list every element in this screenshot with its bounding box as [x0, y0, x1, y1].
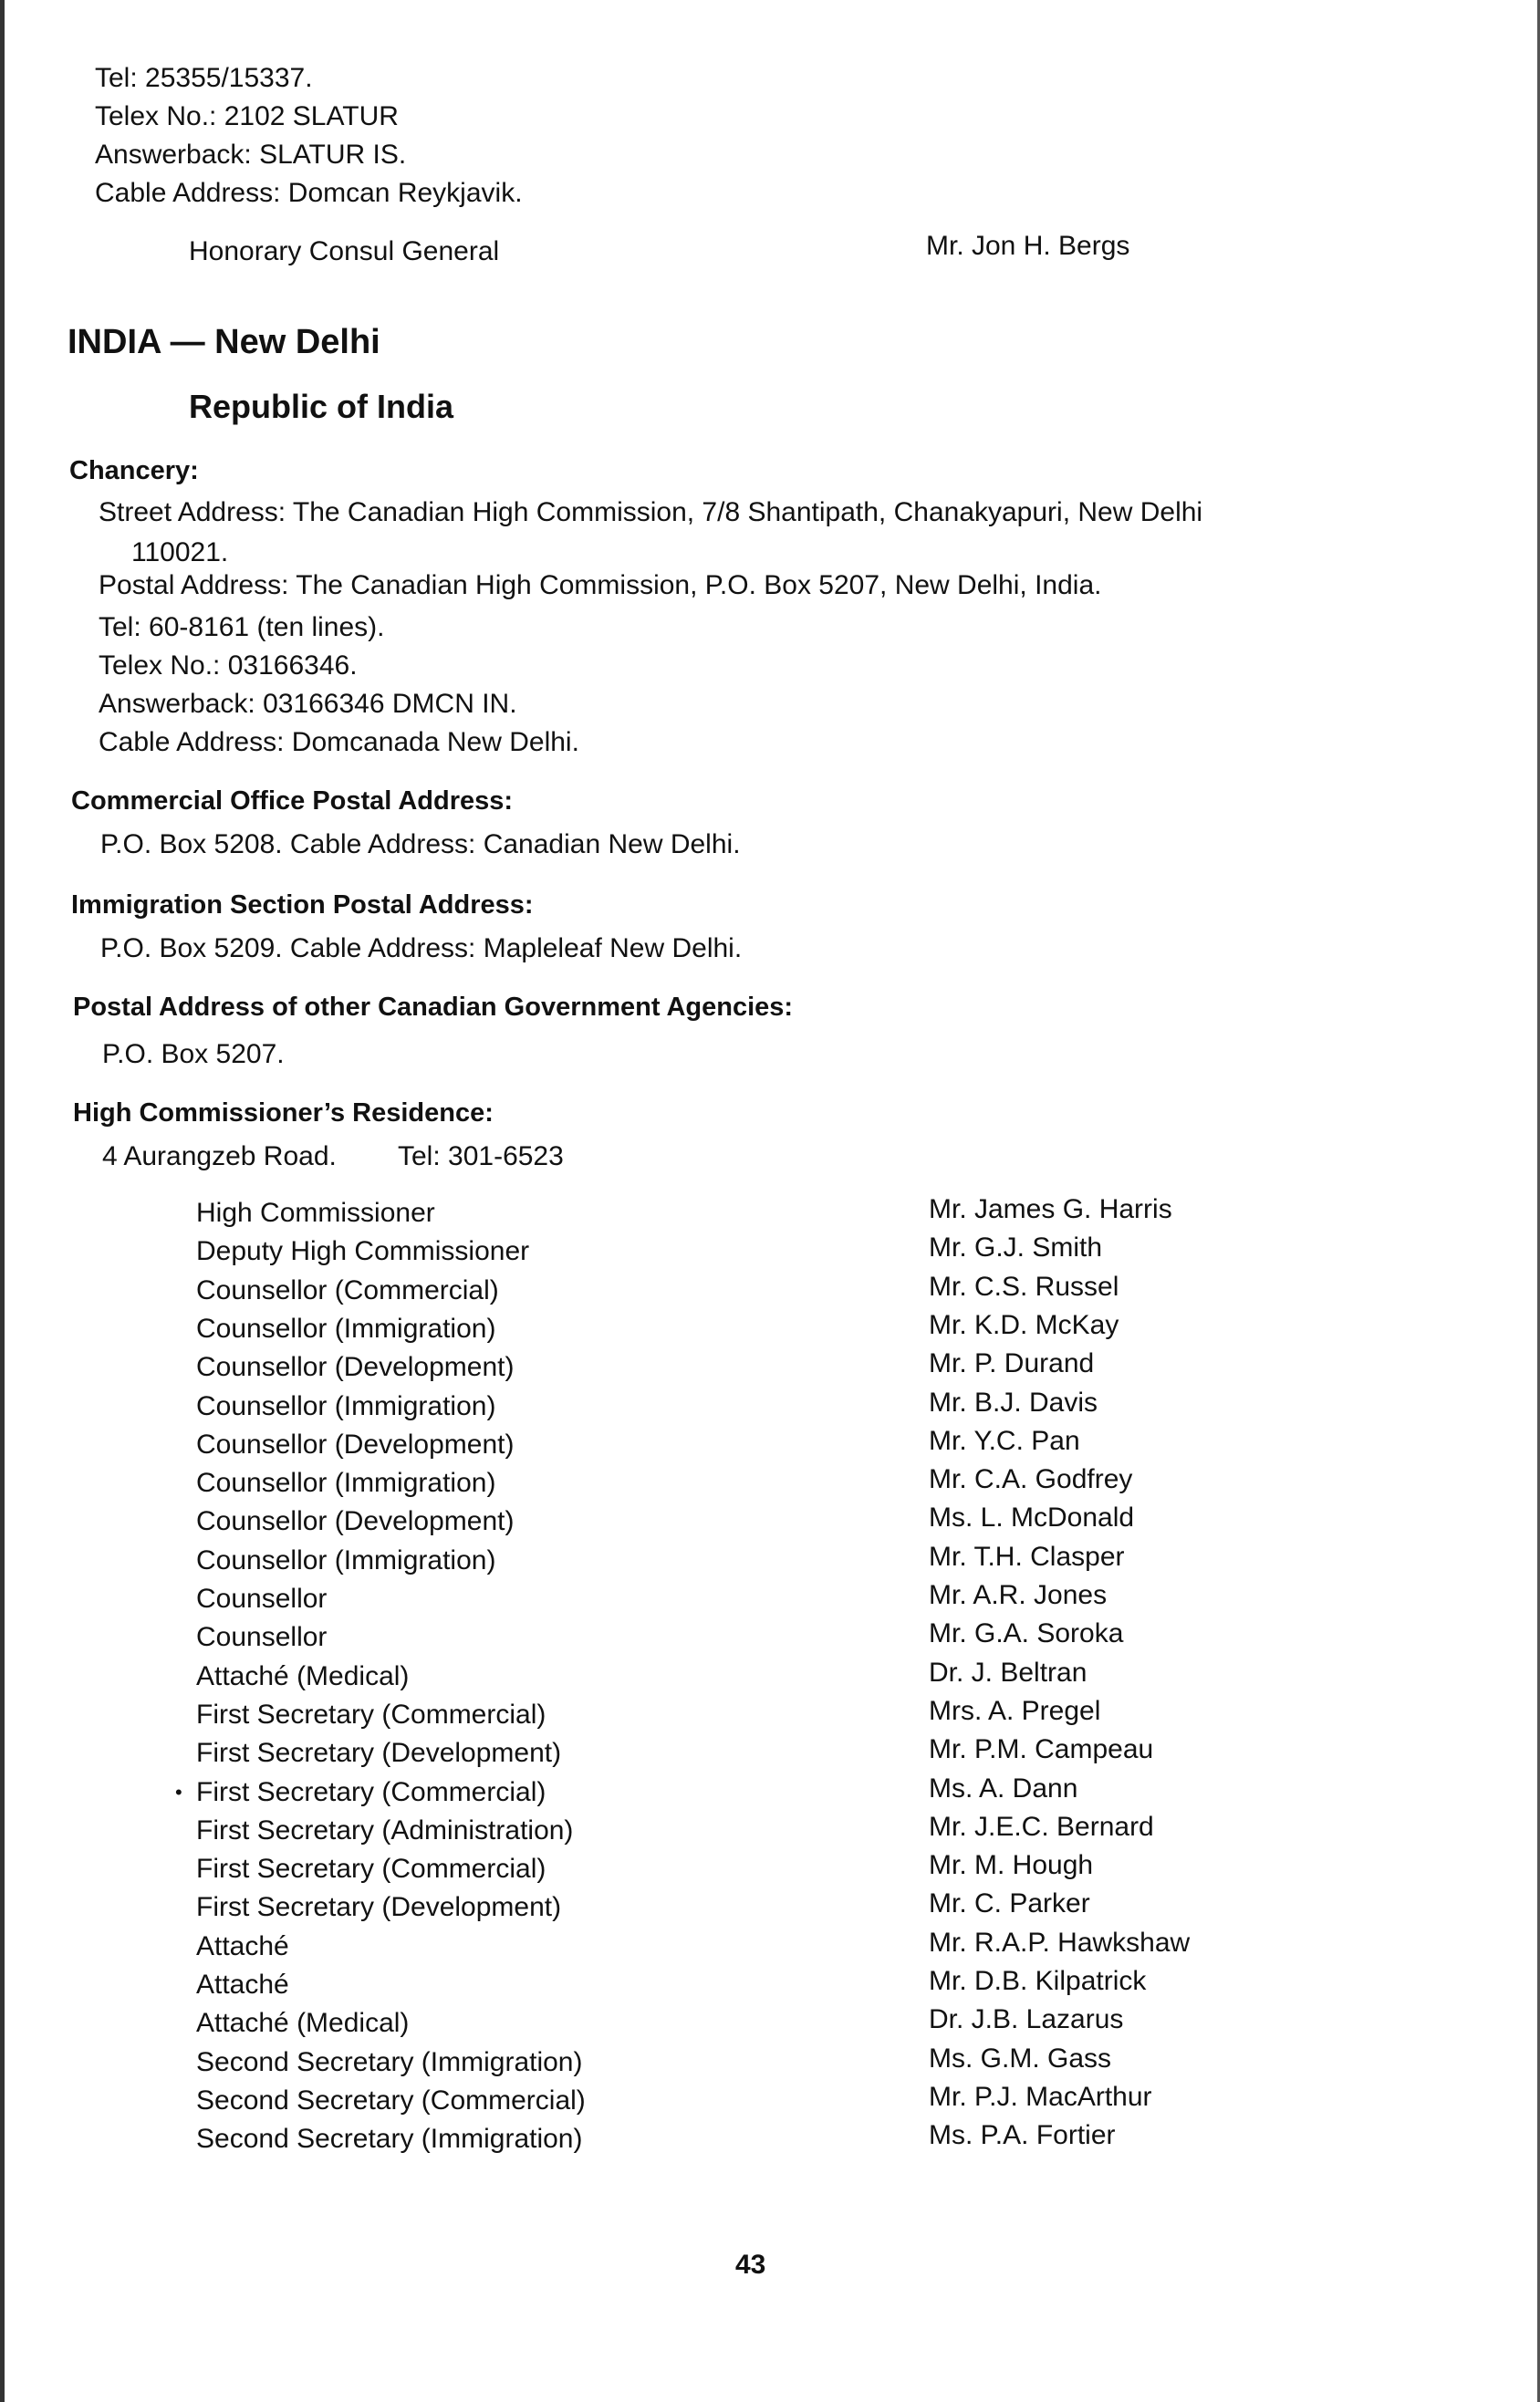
- staff-title: First Secretary (Development): [196, 1892, 562, 1922]
- staff-name: Dr. J.B. Lazarus: [929, 2004, 1124, 2034]
- staff-name: Ms. L. McDonald: [929, 1503, 1135, 1533]
- staff-title: Deputy High Commissioner: [196, 1236, 530, 1266]
- staff-title: Second Secretary (Commercial): [196, 2085, 586, 2116]
- chancery-postal: Postal Address: The Canadian High Commission, P.O. Box 5207, New Delhi, India.: [99, 570, 1102, 600]
- chancery-tel: Tel: 60-8161 (ten lines).: [99, 612, 385, 642]
- staff-title: Counsellor: [196, 1584, 328, 1614]
- staff-name: Ms. P.A. Fortier: [929, 2120, 1116, 2150]
- top-telex: Telex No.: 2102 SLATUR: [95, 101, 399, 131]
- chancery-street-line2: 110021.: [131, 537, 229, 567]
- staff-name: Mr. C. Parker: [929, 1888, 1090, 1918]
- staff-name: Mr. B.J. Davis: [929, 1388, 1098, 1418]
- staff-title: Attaché: [196, 1970, 289, 2000]
- staff-title: Counsellor (Development): [196, 1430, 515, 1460]
- staff-name: Mr. A.R. Jones: [929, 1580, 1108, 1610]
- staff-name: Mr. K.D. McKay: [929, 1310, 1119, 1340]
- staff-title: Counsellor (Immigration): [196, 1545, 496, 1575]
- staff-title: Counsellor (Immigration): [196, 1314, 496, 1344]
- staff-title: First Secretary (Administration): [196, 1815, 574, 1846]
- staff-name: Mr. R.A.P. Hawkshaw: [929, 1928, 1191, 1958]
- immigration-text: P.O. Box 5209. Cable Address: Mapleleaf New Delhi.: [100, 933, 743, 963]
- staff-title: Second Secretary (Immigration): [196, 2047, 583, 2077]
- chancery-telex: Telex No.: 03166346.: [99, 650, 358, 681]
- staff-title: Second Secretary (Immigration): [196, 2124, 583, 2154]
- staff-name: Mr. G.J. Smith: [929, 1232, 1103, 1263]
- republic-heading: Republic of India: [189, 388, 454, 425]
- page-number: 43: [735, 2250, 766, 2280]
- staff-title: Attaché (Medical): [196, 1661, 410, 1691]
- chancery-answerback: Answerback: 03166346 DMCN IN.: [99, 689, 517, 719]
- staff-name: Dr. J. Beltran: [929, 1658, 1087, 1688]
- staff-title: Counsellor (Immigration): [196, 1391, 496, 1421]
- staff-title: First Secretary (Development): [196, 1738, 562, 1768]
- other-agencies-heading: Postal Address of other Canadian Government Agencies:: [73, 993, 794, 1022]
- staff-title: Attaché: [196, 1931, 289, 1961]
- staff-marker: •: [175, 1781, 182, 1804]
- staff-title: Counsellor (Commercial): [196, 1275, 499, 1305]
- consul-name: Mr. Jon H. Bergs: [926, 231, 1130, 261]
- immigration-heading: Immigration Section Postal Address:: [71, 890, 534, 920]
- staff-title: Attaché (Medical): [196, 2008, 410, 2038]
- staff-name: Mr. P. Durand: [929, 1348, 1095, 1378]
- country-heading: INDIA — New Delhi: [68, 323, 380, 361]
- staff-title: High Commissioner: [196, 1198, 435, 1228]
- staff-name: Ms. A. Dann: [929, 1773, 1078, 1804]
- residence-tel: Tel: 301-6523: [398, 1141, 564, 1171]
- staff-name: Mr. P.J. MacArthur: [929, 2082, 1152, 2112]
- staff-name: Mr. D.B. Kilpatrick: [929, 1966, 1147, 1996]
- staff-name: Mr. C.S. Russel: [929, 1272, 1119, 1302]
- staff-name: Mr. T.H. Clasper: [929, 1542, 1125, 1572]
- staff-title: Counsellor (Development): [196, 1506, 515, 1536]
- chancery-street-line1: Street Address: The Canadian High Commission, 7/8 Shantipath, Chanakyapuri, New Delhi: [99, 497, 1203, 527]
- commercial-text: P.O. Box 5208. Cable Address: Canadian New Delhi.: [100, 829, 741, 859]
- staff-title: First Secretary (Commercial): [196, 1777, 546, 1807]
- other-agencies-text: P.O. Box 5207.: [102, 1039, 285, 1069]
- staff-name: Ms. G.M. Gass: [929, 2043, 1112, 2074]
- staff-title: Counsellor (Immigration): [196, 1468, 496, 1498]
- top-answerback: Answerback: SLATUR IS.: [95, 140, 407, 170]
- consul-title: Honorary Consul General: [189, 236, 500, 266]
- chancery-cable: Cable Address: Domcanada New Delhi.: [99, 727, 579, 757]
- residence-heading: High Commissioner’s Residence:: [73, 1098, 494, 1128]
- staff-name: Mr. C.A. Godfrey: [929, 1464, 1133, 1494]
- top-tel: Tel: 25355/15337.: [95, 63, 313, 93]
- staff-title: First Secretary (Commercial): [196, 1854, 546, 1884]
- staff-name: Mr. Y.C. Pan: [929, 1426, 1080, 1456]
- page-edge-left: [0, 0, 5, 2402]
- staff-title: Counsellor (Development): [196, 1352, 515, 1382]
- commercial-heading: Commercial Office Postal Address:: [71, 786, 514, 816]
- staff-name: Mr. P.M. Campeau: [929, 1734, 1154, 1764]
- top-cable: Cable Address: Domcan Reykjavik.: [95, 178, 523, 208]
- residence-address: 4 Aurangzeb Road.: [102, 1141, 337, 1171]
- staff-name: Mr. M. Hough: [929, 1850, 1094, 1880]
- staff-name: Mr. G.A. Soroka: [929, 1618, 1124, 1648]
- staff-name: Mr. James G. Harris: [929, 1194, 1172, 1224]
- chancery-heading: Chancery:: [69, 456, 199, 485]
- staff-title: First Secretary (Commercial): [196, 1700, 546, 1730]
- staff-name: Mrs. A. Pregel: [929, 1696, 1101, 1726]
- staff-title: Counsellor: [196, 1622, 328, 1652]
- staff-name: Mr. J.E.C. Bernard: [929, 1812, 1154, 1842]
